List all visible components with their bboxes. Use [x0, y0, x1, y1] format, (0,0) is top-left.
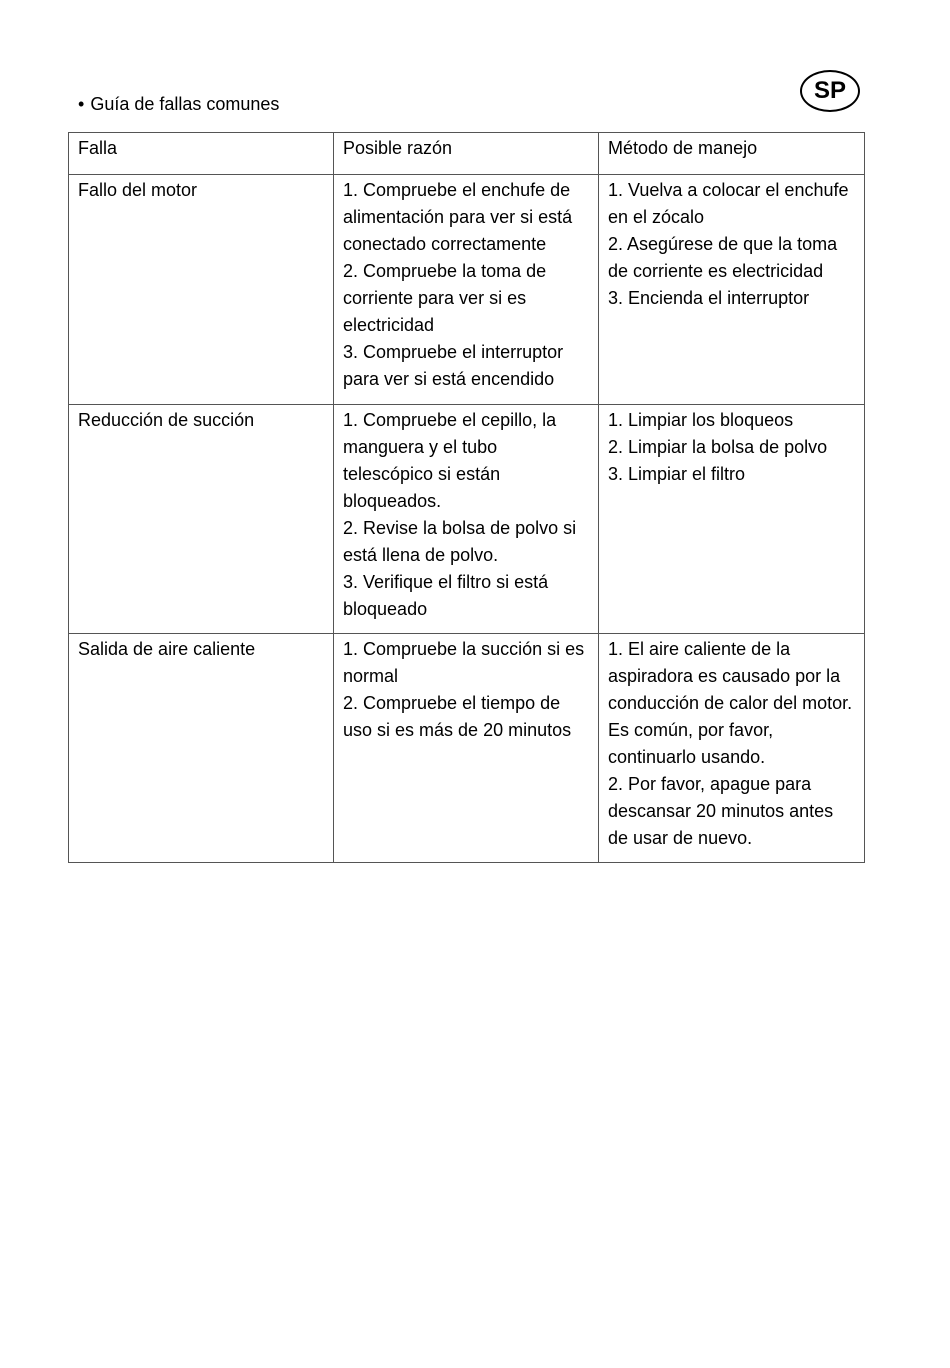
method-line: 1. Vuelva a colocar el enchufe en el zócalo: [608, 180, 849, 227]
method-cell: [599, 634, 865, 863]
section-title-text: Guía de fallas comunes: [90, 94, 280, 114]
table-row: [69, 175, 865, 405]
method-line: 3. Limpiar el filtro: [608, 464, 746, 484]
method-line: 2. Asegúrese de que la toma de corriente es electricidad: [608, 234, 838, 281]
reason-line: 3. Compruebe el interruptor para ver si está encendido: [343, 342, 564, 389]
fault-cell: Fallo del motor: [69, 175, 334, 405]
method-line: 2. Limpiar la bolsa de polvo: [608, 437, 828, 457]
reason-cell: [334, 634, 599, 863]
bullet-icon: •: [78, 94, 85, 114]
reason-line: 3. Verifique el filtro si está bloqueado: [343, 572, 549, 619]
reason-line: 2. Compruebe la toma de corriente para ver si es electricidad: [343, 261, 547, 335]
header-fault: Falla: [69, 133, 334, 175]
method-line: 1. El aire caliente de la aspiradora es causado por la conducción de calor del motor. Es común, por favor, continuarlo usando.: [608, 639, 853, 767]
reason-line: 1. Compruebe el cepillo, la manguera y el tubo telescópico si están bloqueados.: [343, 410, 557, 511]
method-cell: [599, 405, 865, 634]
reason-line: 2. Revise la bolsa de polvo si está llena de polvo.: [343, 518, 577, 565]
reason-line: 1. Compruebe el enchufe de alimentación para ver si está conectado correctamente: [343, 180, 573, 254]
section-heading: [78, 92, 279, 116]
method-line: 2. Por favor, apague para descansar 20 minutos antes de usar de nuevo.: [608, 774, 834, 848]
method-line: 3. Encienda el interruptor: [608, 288, 810, 308]
header-method: Método de manejo: [599, 133, 865, 175]
reason-cell: [334, 175, 599, 405]
header-reason: Posible razón: [334, 133, 599, 175]
method-line: 1. Limpiar los bloqueos: [608, 410, 794, 430]
reason-cell: [334, 405, 599, 634]
fault-cell: Salida de aire caliente: [69, 634, 334, 863]
language-badge: SP: [800, 70, 860, 112]
table-header-row: [69, 133, 865, 175]
fault-cell: Reducción de succión: [69, 405, 334, 634]
method-cell: [599, 175, 865, 405]
table-row: [69, 405, 865, 634]
reason-line: 1. Compruebe la succión si es normal: [343, 639, 585, 686]
table-row: [69, 634, 865, 863]
fault-guide-table: [68, 132, 865, 863]
reason-line: 2. Compruebe el tiempo de uso si es más de 20 minutos: [343, 693, 572, 740]
